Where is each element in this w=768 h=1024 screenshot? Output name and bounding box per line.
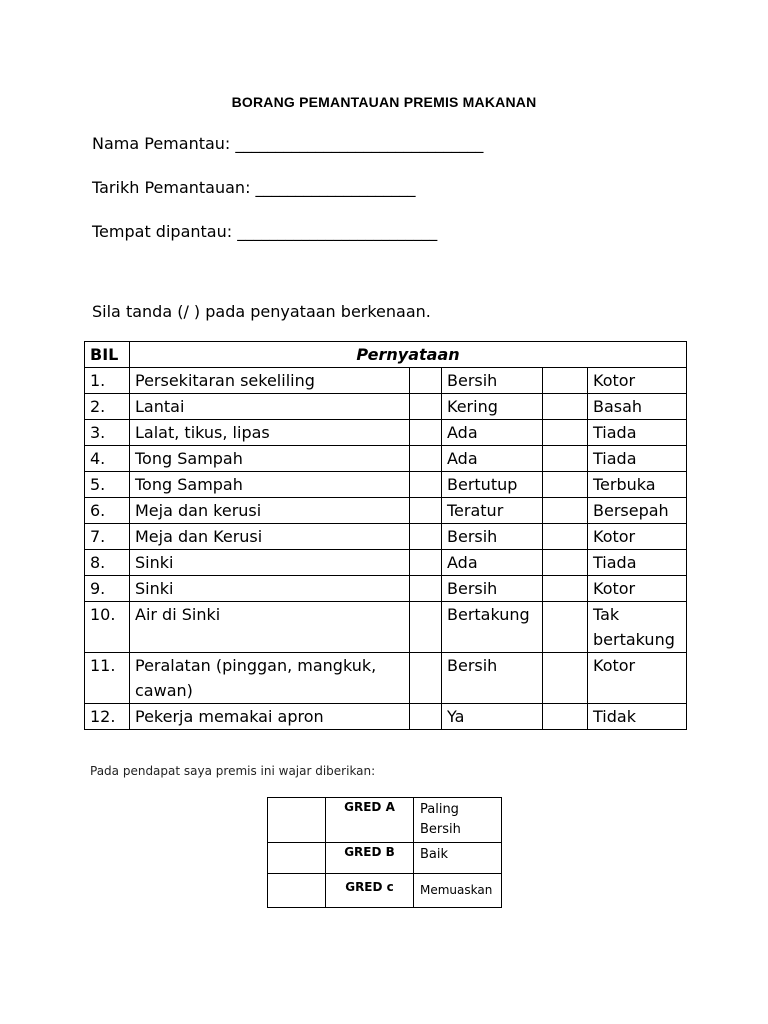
row-opt1-label: Bersih (442, 576, 543, 602)
grade-row (268, 798, 502, 843)
row-item: Meja dan kerusi (130, 498, 410, 524)
row-bil: 8. (85, 550, 130, 576)
checkbox-opt1[interactable] (410, 420, 442, 446)
checkbox-opt2[interactable] (543, 602, 588, 653)
row-bil: 7. (85, 524, 130, 550)
checkbox-opt1[interactable] (410, 550, 442, 576)
checkbox-opt2[interactable] (543, 394, 588, 420)
checkbox-opt2[interactable] (543, 550, 588, 576)
row-opt2-label: Kotor (588, 576, 687, 602)
row-opt1-label: Ada (442, 420, 543, 446)
row-opt2-label: Tak bertakung (588, 602, 687, 653)
row-bil: 5. (85, 472, 130, 498)
checkbox-opt1[interactable] (410, 368, 442, 394)
grade-note: Pada pendapat saya premis ini wajar diberikan: (90, 764, 376, 778)
checkbox-opt1[interactable] (410, 576, 442, 602)
grade-checkbox[interactable] (268, 874, 326, 908)
table-header-row (85, 342, 687, 368)
row-opt1-label: Ada (442, 446, 543, 472)
row-bil: 6. (85, 498, 130, 524)
grade-row (268, 843, 502, 874)
row-item: Meja dan Kerusi (130, 524, 410, 550)
checkbox-opt2[interactable] (543, 420, 588, 446)
row-opt2-label: Tiada (588, 446, 687, 472)
row-item: Sinki (130, 550, 410, 576)
row-opt1-label: Bertakung (442, 602, 543, 653)
row-opt2-label: Tiada (588, 550, 687, 576)
row-opt1-label: Bersih (442, 653, 543, 704)
row-opt1-label: Bersih (442, 368, 543, 394)
checkbox-opt1[interactable] (410, 704, 442, 730)
checkbox-opt1[interactable] (410, 394, 442, 420)
table-row (85, 550, 687, 576)
row-item: Pekerja memakai apron (130, 704, 410, 730)
row-opt1-label: Ya (442, 704, 543, 730)
checkbox-opt1[interactable] (410, 498, 442, 524)
row-opt2-label: Kotor (588, 653, 687, 704)
row-opt2-label: Kotor (588, 524, 687, 550)
table-row (85, 472, 687, 498)
row-opt1-label: Ada (442, 550, 543, 576)
row-bil: 3. (85, 420, 130, 446)
checkbox-opt1[interactable] (410, 602, 442, 653)
row-bil: 10. (85, 602, 130, 653)
table-row (85, 602, 687, 653)
checkbox-opt2[interactable] (543, 472, 588, 498)
row-opt2-label: Bersepah (588, 498, 687, 524)
row-opt1-label: Bersih (442, 524, 543, 550)
row-item: Sinki (130, 576, 410, 602)
table-row (85, 394, 687, 420)
tarikh-pemantauan-field[interactable]: Tarikh Pemantauan: ____________________ (92, 178, 416, 197)
row-opt2-label: Tiada (588, 420, 687, 446)
table-row (85, 420, 687, 446)
row-item: Tong Sampah (130, 446, 410, 472)
grade-label: GRED c (326, 874, 414, 908)
row-bil: 12. (85, 704, 130, 730)
form-title: BORANG PEMANTAUAN PREMIS MAKANAN (231, 94, 537, 110)
row-bil: 1. (85, 368, 130, 394)
row-item: Lalat, tikus, lipas (130, 420, 410, 446)
checklist-table (84, 341, 687, 730)
grade-body (268, 798, 502, 908)
row-item: Peralatan (pinggan, mangkuk, cawan) (130, 653, 410, 704)
tempat-dipantau-field[interactable]: Tempat dipantau: _________________________ (92, 222, 438, 241)
row-opt2-label: Tidak (588, 704, 687, 730)
row-opt1-label: Kering (442, 394, 543, 420)
grade-label: GRED B (326, 843, 414, 874)
table-row (85, 576, 687, 602)
row-opt2-label: Kotor (588, 368, 687, 394)
table-row (85, 368, 687, 394)
table-row (85, 524, 687, 550)
row-bil: 9. (85, 576, 130, 602)
row-item: Persekitaran sekeliling (130, 368, 410, 394)
row-item: Lantai (130, 394, 410, 420)
checkbox-opt2[interactable] (543, 524, 588, 550)
header-bil: BIL (85, 342, 130, 368)
table-row (85, 704, 687, 730)
row-opt2-label: Basah (588, 394, 687, 420)
row-opt1-label: Bertutup (442, 472, 543, 498)
checklist-body (85, 368, 687, 730)
checkbox-opt2[interactable] (543, 653, 588, 704)
grade-checkbox[interactable] (268, 843, 326, 874)
row-bil: 4. (85, 446, 130, 472)
row-opt1-label: Teratur (442, 498, 543, 524)
grade-checkbox[interactable] (268, 798, 326, 843)
checkbox-opt2[interactable] (543, 576, 588, 602)
grade-label: GRED A (326, 798, 414, 843)
nama-pemantau-field[interactable]: Nama Pemantau: _______________________________ (92, 134, 484, 153)
grade-row (268, 874, 502, 908)
grade-table (267, 797, 502, 908)
row-bil: 2. (85, 394, 130, 420)
table-row (85, 653, 687, 704)
checkbox-opt2[interactable] (543, 446, 588, 472)
checkbox-opt1[interactable] (410, 472, 442, 498)
checkbox-opt2[interactable] (543, 498, 588, 524)
checkbox-opt1[interactable] (410, 446, 442, 472)
grade-description: Baik (414, 843, 502, 874)
row-bil: 11. (85, 653, 130, 704)
row-item: Air di Sinki (130, 602, 410, 653)
checkbox-opt1[interactable] (410, 653, 442, 704)
table-row (85, 498, 687, 524)
checkbox-opt1[interactable] (410, 524, 442, 550)
row-opt2-label: Terbuka (588, 472, 687, 498)
table-row (85, 446, 687, 472)
checkbox-opt2[interactable] (543, 368, 588, 394)
grade-description: Memuaskan (414, 874, 502, 908)
checkbox-opt2[interactable] (543, 704, 588, 730)
instruction-text: Sila tanda (/ ) pada penyataan berkenaan. (92, 302, 431, 321)
row-item: Tong Sampah (130, 472, 410, 498)
header-pernyataan: Pernyataan (130, 342, 687, 368)
grade-description: Paling Bersih (414, 798, 502, 843)
